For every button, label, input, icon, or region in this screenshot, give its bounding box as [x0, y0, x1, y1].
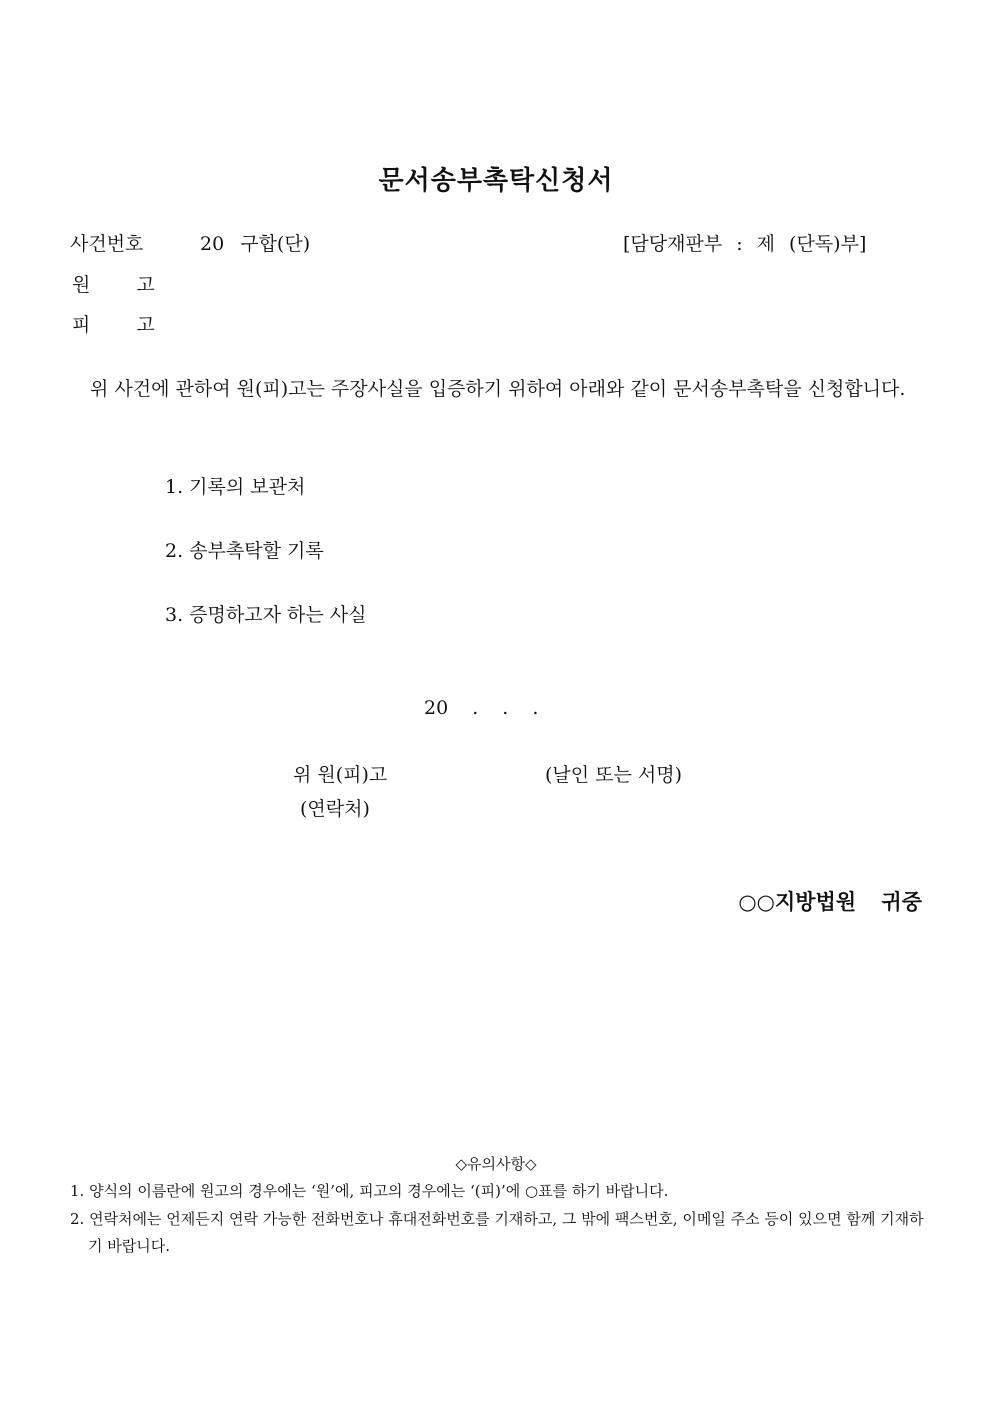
body-paragraph: 위 사건에 관하여 원(피)고는 주장사실을 입증하기 위하여 아래와 같이 문서송부촉탁을 신청합니다. — [90, 378, 906, 400]
list-item-records-requested: 2. 송부촉탁할 기록 — [165, 540, 324, 562]
applicant-line: 위 원(피)고 — [293, 764, 388, 786]
note-item: 1. 양식의 이름란에 원고의 경우에는 ‘원’에, 피고의 경우에는 ‘(피)’에 ○표를 하기 바랍니다. — [70, 1182, 669, 1200]
contact-line: (연락처) — [300, 798, 370, 820]
seal-or-signature: (날인 또는 서명) — [545, 764, 683, 786]
case-number-value: 20 구합(단) — [200, 233, 311, 255]
case-number-label: 사건번호 — [70, 233, 144, 255]
notes-title: ◇유의사항◇ — [455, 1155, 537, 1173]
plaintiff-label: 원 고 — [72, 274, 155, 296]
addressee: ○○지방법원 귀중 — [738, 889, 922, 914]
defendant-label: 피 고 — [72, 314, 155, 336]
list-item-storage-location: 1. 기록의 보관처 — [165, 476, 306, 498]
note-item: 2. 연락처에는 언제든지 연락 가능한 전화번호나 휴대전화번호를 기재하고, 그 밖에 팩스번호, 이메일 주소 등이 있으면 함께 기재하기 바랍니다. — [70, 1210, 924, 1255]
date-line: 20 . . . — [424, 697, 539, 719]
list-item-facts-to-prove: 3. 증명하고자 하는 사실 — [165, 604, 367, 626]
document-title: 문서송부촉탁신청서 — [378, 166, 614, 196]
court-division: [담당재판부 : 제 (단독)부] — [623, 233, 867, 255]
